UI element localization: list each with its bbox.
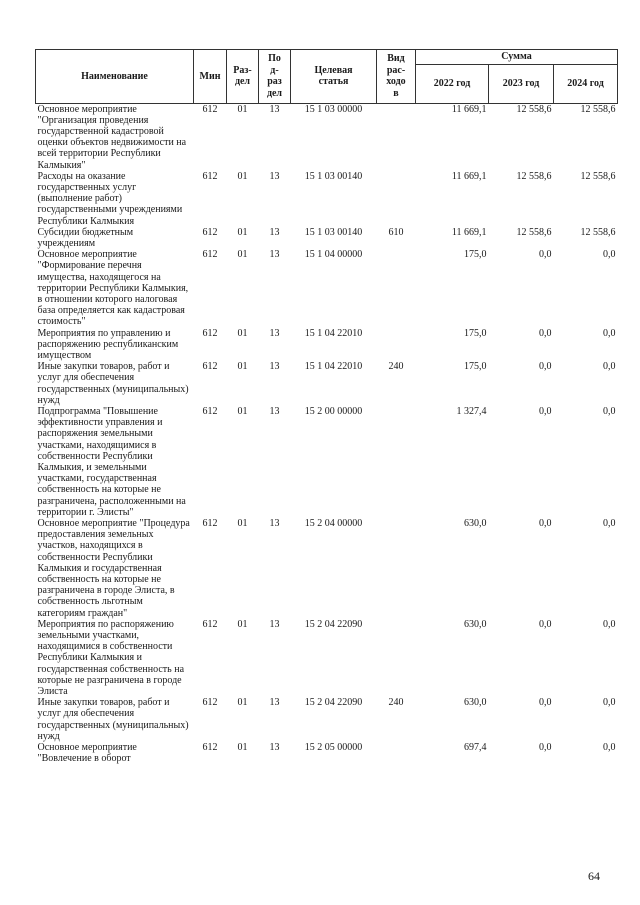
cell-vid — [377, 249, 416, 327]
cell-min: 612 — [202, 618, 218, 630]
header-vid: Вид рас- ходо в — [377, 50, 416, 104]
cell-podrazdel: 13 — [269, 226, 280, 238]
cell-name: Субсидии бюджетным учреждениям — [37, 226, 134, 249]
cell-2023: 0,0 — [539, 618, 552, 630]
table-row — [36, 361, 618, 406]
cell-target: 15 1 04 22010 — [304, 361, 363, 373]
table-row — [36, 249, 618, 327]
header-min: Мин — [194, 50, 227, 104]
cell-2023: 0,0 — [539, 361, 552, 373]
table-row — [36, 742, 618, 764]
cell-2023: 0,0 — [539, 518, 552, 530]
cell-min: 612 — [202, 742, 218, 754]
cell-target: 15 2 00 00000 — [304, 405, 363, 417]
cell-vid — [377, 171, 416, 227]
cell-min: 612 — [202, 249, 218, 261]
cell-podrazdel: 13 — [269, 327, 280, 339]
cell-min: 612 — [202, 327, 218, 339]
table-row — [36, 619, 618, 697]
cell-podrazdel: 13 — [269, 618, 280, 630]
cell-name: Подпрограмма "Повышение эффективности управления и распоряжения земельными участками, находящимися в собственности Республики Калмыкия, и земельными участками, государственная собственность на которые не разграничена, расположенными на территории г. Элисты" — [37, 405, 186, 518]
cell-podrazdel: 13 — [269, 697, 280, 709]
cell-2023: 0,0 — [539, 697, 552, 709]
cell-2022: 11 669,1 — [451, 170, 487, 182]
cell-vid: 240 — [388, 697, 404, 709]
cell-min: 612 — [202, 697, 218, 709]
table-row — [36, 697, 618, 742]
cell-2024: 0,0 — [603, 327, 616, 339]
cell-2022: 1 327,4 — [456, 405, 487, 417]
cell-2024: 0,0 — [603, 618, 616, 630]
cell-name: Основное мероприятие "Процедура предоставления земельных участков, находящихся в собственности Республики Калмыкия и государственная собственность на которые не разграничена в городе Элиста, в собственность льготным категориям граждан" — [37, 518, 190, 619]
cell-2024: 12 558,6 — [580, 103, 616, 115]
table-row — [36, 103, 618, 171]
cell-target: 15 1 03 00000 — [304, 103, 363, 115]
cell-target: 15 2 04 22090 — [304, 618, 363, 630]
cell-razdel: 01 — [237, 742, 248, 754]
cell-vid: 240 — [388, 361, 404, 373]
cell-2023: 12 558,6 — [516, 170, 552, 182]
cell-podrazdel: 13 — [269, 742, 280, 754]
cell-podrazdel: 13 — [269, 518, 280, 530]
header-sum: Сумма — [416, 50, 618, 65]
table-row — [36, 328, 618, 362]
cell-2024: 0,0 — [603, 742, 616, 754]
cell-podrazdel: 13 — [269, 361, 280, 373]
cell-min: 612 — [202, 405, 218, 417]
table-row — [36, 406, 618, 518]
cell-2022: 630,0 — [464, 518, 487, 530]
cell-target: 15 2 04 00000 — [304, 518, 363, 530]
cell-target: 15 2 05 00000 — [304, 742, 363, 754]
cell-razdel: 01 — [237, 170, 248, 182]
cell-vid — [377, 742, 416, 764]
cell-podrazdel: 13 — [269, 103, 280, 115]
cell-vid — [377, 619, 416, 697]
cell-target: 15 1 03 00140 — [304, 226, 363, 238]
cell-min: 612 — [202, 170, 218, 182]
cell-vid — [377, 328, 416, 362]
cell-podrazdel: 13 — [269, 170, 280, 182]
cell-target: 15 2 04 22090 — [304, 697, 363, 709]
cell-vid — [377, 518, 416, 619]
cell-target: 15 1 04 22010 — [304, 327, 363, 339]
cell-razdel: 01 — [237, 327, 248, 339]
cell-razdel: 01 — [237, 361, 248, 373]
header-year-2022: 2022 год — [416, 64, 489, 103]
cell-razdel: 01 — [237, 518, 248, 530]
cell-min: 612 — [202, 226, 218, 238]
cell-name: Иные закупки товаров, работ и услуг для обеспечения государственных (муниципальных) нужд — [37, 697, 189, 742]
cell-podrazdel: 13 — [269, 249, 280, 261]
cell-2023: 0,0 — [539, 405, 552, 417]
cell-2023: 12 558,6 — [516, 226, 552, 238]
cell-2024: 12 558,6 — [580, 170, 616, 182]
cell-vid — [377, 406, 416, 518]
cell-2022: 11 669,1 — [451, 103, 487, 115]
cell-name: Мероприятия по управлению и распоряжению республиканским имуществом — [37, 327, 179, 361]
cell-name: Расходы на оказание государственных услуг (выполнение работ) государственными учреждениями Республики Калмыкия — [37, 170, 183, 227]
table-row — [36, 518, 618, 619]
cell-razdel: 01 — [237, 226, 248, 238]
table-row — [36, 171, 618, 227]
cell-2023: 12 558,6 — [516, 103, 552, 115]
cell-2022: 175,0 — [464, 361, 487, 373]
cell-razdel: 01 — [237, 405, 248, 417]
cell-vid — [377, 103, 416, 171]
cell-2024: 0,0 — [603, 697, 616, 709]
cell-2024: 12 558,6 — [580, 226, 616, 238]
cell-2024: 0,0 — [603, 405, 616, 417]
cell-2022: 630,0 — [464, 697, 487, 709]
cell-2022: 630,0 — [464, 618, 487, 630]
header-name: Наименование — [36, 50, 194, 104]
cell-name: Мероприятия по распоряжению земельными участками, находящимися в собственности Республики Калмыкия и государственная собственность на которые не разграничена в городе Элиста — [37, 618, 185, 698]
cell-name: Основное мероприятие "Организация проведения государственной кадастровой оценки объектов недвижимости на всей территории Республики Калмыкия" — [37, 103, 187, 171]
cell-razdel: 01 — [237, 697, 248, 709]
page-number: 64 — [588, 869, 600, 883]
cell-2024: 0,0 — [603, 361, 616, 373]
cell-2022: 697,4 — [464, 742, 487, 754]
cell-name: Основное мероприятие "Формирование перечня имущества, находящегося на территории Республики Калмыкия, в отношении которого налоговая база определяется как кадастровая стоимость" — [37, 249, 189, 328]
header-year-2024: 2024 год — [554, 64, 618, 103]
cell-razdel: 01 — [237, 618, 248, 630]
cell-2024: 0,0 — [603, 518, 616, 530]
cell-min: 612 — [202, 361, 218, 373]
cell-target: 15 1 03 00140 — [304, 170, 363, 182]
cell-2023: 0,0 — [539, 742, 552, 754]
table-header — [36, 50, 618, 104]
table-body — [36, 103, 618, 764]
cell-2022: 175,0 — [464, 249, 487, 261]
cell-2023: 0,0 — [539, 249, 552, 261]
cell-razdel: 01 — [237, 103, 248, 115]
budget-table — [35, 49, 618, 764]
cell-name: Иные закупки товаров, работ и услуг для обеспечения государственных (муниципальных) нужд — [37, 361, 189, 406]
cell-name: Основное мероприятие "Вовлечение в оборот — [37, 742, 137, 765]
cell-min: 612 — [202, 103, 218, 115]
cell-podrazdel: 13 — [269, 405, 280, 417]
cell-2022: 175,0 — [464, 327, 487, 339]
header-year-2023: 2023 год — [489, 64, 554, 103]
header-target: Целевая статья — [291, 50, 377, 104]
header-razdel: Раз- дел — [227, 50, 259, 104]
cell-target: 15 1 04 00000 — [304, 249, 363, 261]
cell-min: 612 — [202, 518, 218, 530]
cell-vid: 610 — [388, 226, 404, 238]
table-row — [36, 227, 618, 249]
cell-2024: 0,0 — [603, 249, 616, 261]
cell-razdel: 01 — [237, 249, 248, 261]
header-podrazdel: По д- раз дел — [259, 50, 291, 104]
cell-2022: 11 669,1 — [451, 226, 487, 238]
cell-2023: 0,0 — [539, 327, 552, 339]
